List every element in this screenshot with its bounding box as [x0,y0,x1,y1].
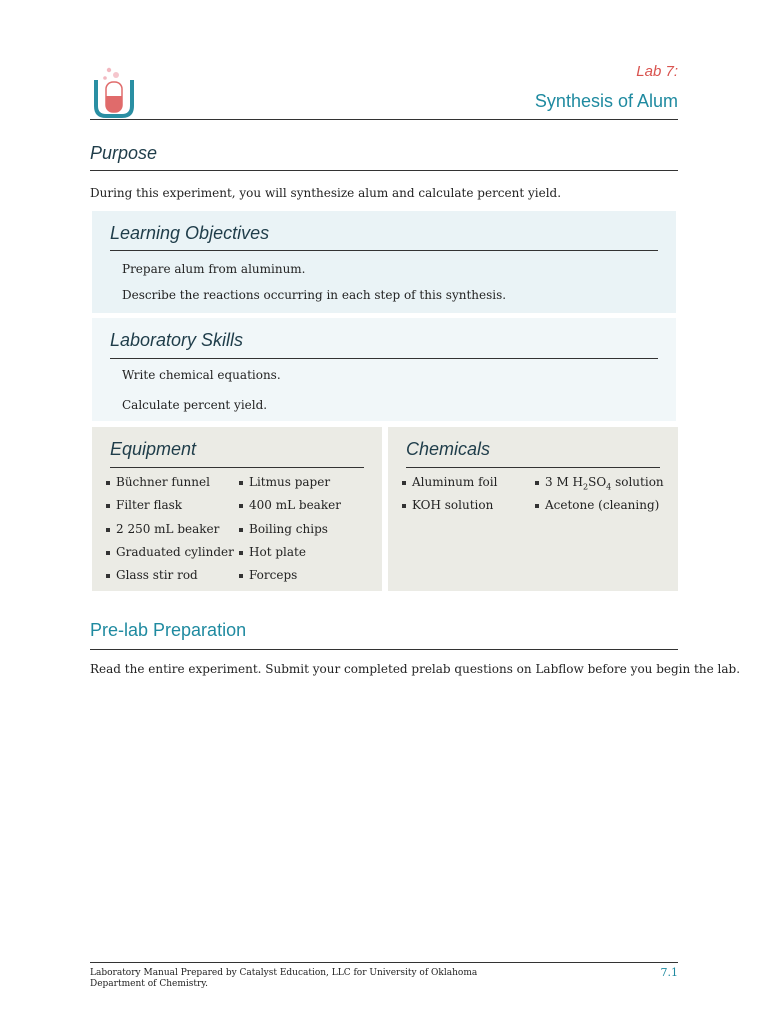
list-item: Aluminum foil [402,475,497,489]
page-number: 7.1 [660,966,678,979]
acid-prefix: 3 M H [545,475,584,489]
header-divider [90,119,678,120]
learning-objectives-divider [110,250,658,251]
list-item: Büchner funnel [106,475,210,489]
chemicals-heading: Chemicals [406,439,491,459]
equipment-panel [92,427,382,591]
list-item: Graduated cylinder [106,545,234,559]
laboratory-skills-divider [110,358,658,359]
equipment-heading: Equipment [110,439,197,459]
list-item: Filter flask [106,498,182,512]
list-item: Acetone (cleaning) [535,498,659,512]
footer-line: Laboratory Manual Prepared by Catalyst Education, LLC for University of Oklahoma [90,968,478,978]
footer-divider [90,962,678,963]
acid-subscript: 2 [583,482,589,492]
list-item: Write chemical equations. [122,368,281,382]
prelab-divider [90,649,678,650]
purpose-divider [90,170,678,171]
purpose-heading: Purpose [90,143,158,163]
logo-flask-icon [92,66,136,120]
purpose-text: During this experiment, you will synthesize alum and calculate percent yield. [90,186,562,200]
footer-line: Department of Chemistry. [90,979,209,989]
list-item: Glass stir rod [106,568,198,582]
list-item: Forceps [239,568,297,582]
acid-suffix: solution [611,475,664,489]
laboratory-skills-heading: Laboratory Skills [110,330,244,350]
chemicals-panel [388,427,678,591]
acid-subscript: 4 [606,482,612,492]
footer-credit [90,968,510,990]
list-item: Prepare alum from aluminum. [122,262,306,276]
lab-title: Synthesis of Alum [534,91,678,111]
acid-mid: SO [588,475,607,489]
laboratory-skills-panel [92,318,676,421]
list-item: Calculate percent yield. [122,398,268,412]
learning-objectives-panel [92,211,676,313]
list-item: 400 mL beaker [239,498,341,512]
chemicals-divider [406,467,660,468]
list-item-sulfuric-acid [535,475,664,491]
list-item: Describe the reactions occurring in each step of this synthesis. [122,288,507,302]
list-item: KOH solution [402,498,493,512]
prelab-text: Read the entire experiment. Submit your completed prelab questions on Labflow before you begin the lab. [90,662,741,676]
list-item: 2 250 mL beaker [106,522,219,536]
list-item: Boiling chips [239,522,328,536]
list-item: Hot plate [239,545,306,559]
prelab-heading: Pre-lab Preparation [90,620,247,640]
learning-objectives-heading: Learning Objectives [110,223,270,243]
lab-number: Lab 7: [636,63,678,80]
equipment-divider [110,467,364,468]
list-item: Litmus paper [239,475,330,489]
